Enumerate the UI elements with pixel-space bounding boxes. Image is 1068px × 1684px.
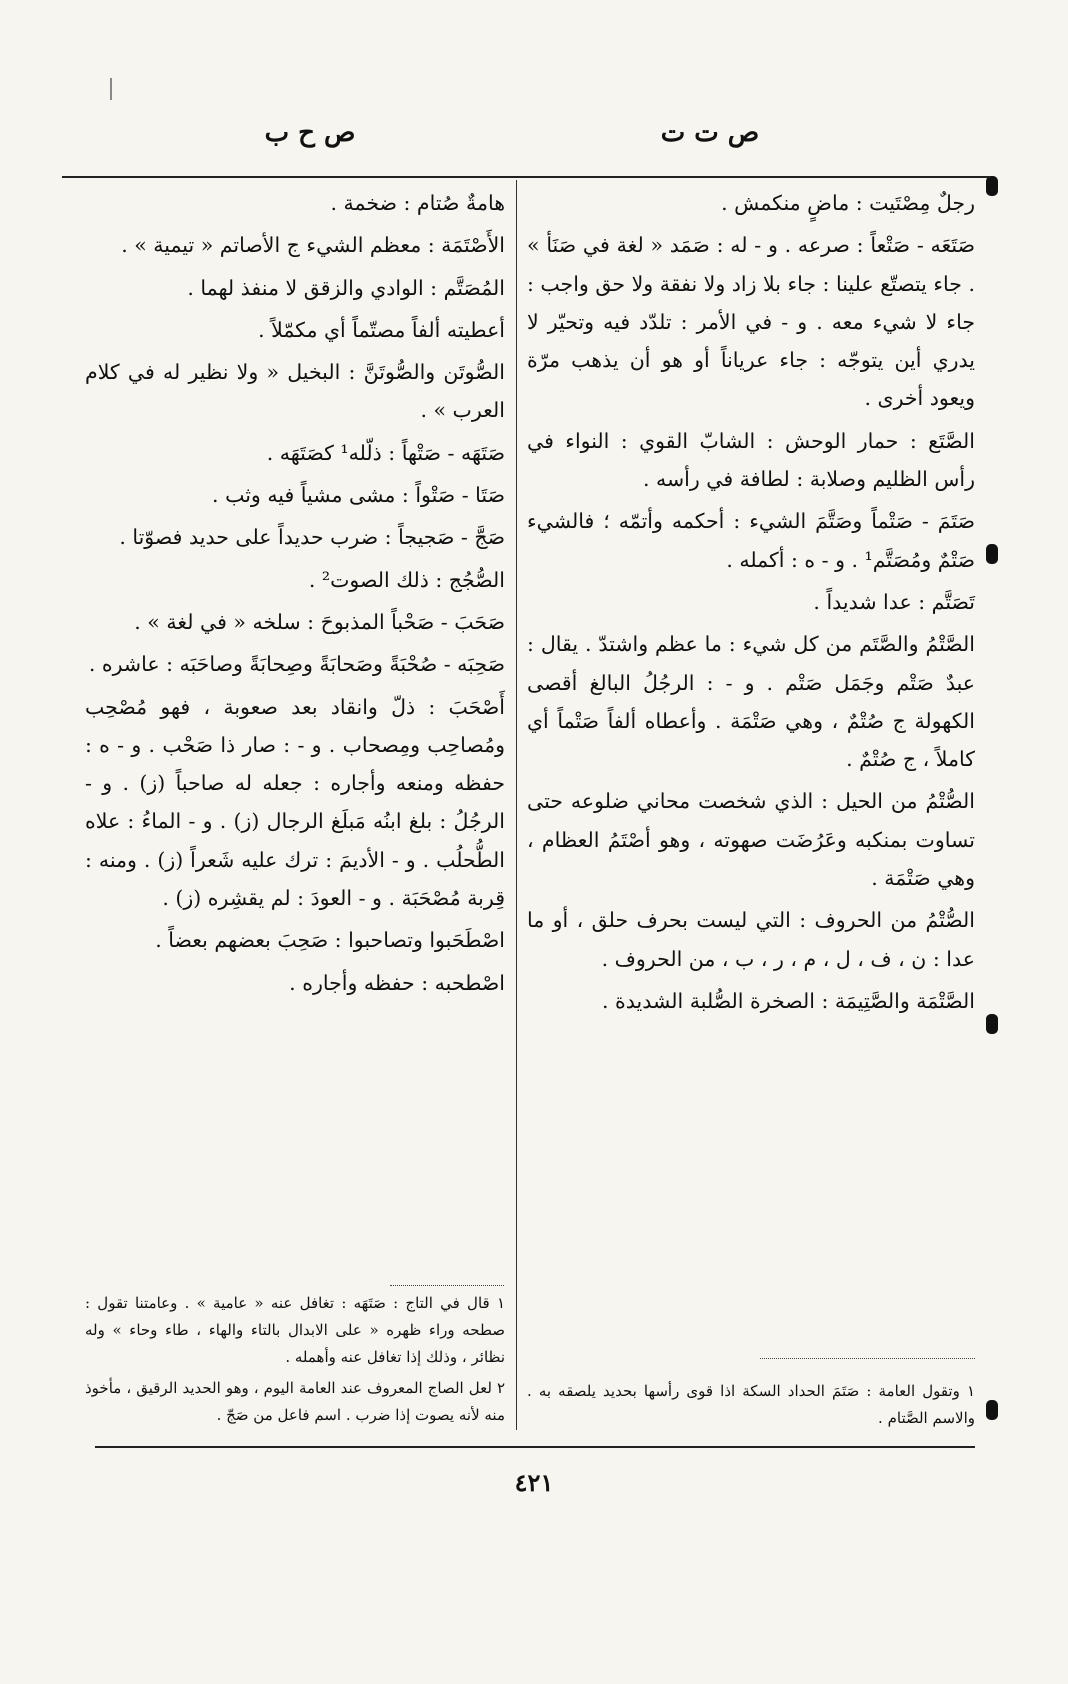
running-header-right: ص ت ت bbox=[660, 118, 760, 148]
entry: صَتَمَ - صَتْماً وصَتَّمَ الشيء : أحكمه وأتمّه ؛ فالشيء صَتْمٌ ومُصَتَّم¹ . و - ه : أكمله . bbox=[527, 509, 975, 572]
entry: صَتَهَه - صَتْهاً : ذلّله¹ كصَتَهَه . bbox=[266, 440, 505, 465]
pencil-mark bbox=[110, 78, 112, 100]
entry: اصْطحبه : حفظه وأجاره . bbox=[289, 970, 505, 995]
footnote-separator bbox=[390, 1285, 504, 1286]
footnote: ١ وتقول العامة : صَتَمَ الحداد السكة اذا قوى رأسها بحديد يلصقه به . والاسم الصَّتام . bbox=[527, 1382, 975, 1427]
entry: أعطيته ألفاً مصتّماً أي مكمّلاً . bbox=[258, 317, 505, 342]
entry: صَتَا - صَتْواً : مشى مشياً فيه وثب . bbox=[212, 483, 505, 508]
entry: الصَّتْمَة والصَّتِيمَة : الصخرة الصُّلبة الشديدة . bbox=[602, 988, 975, 1013]
footnote: ١ قال في التاج : صَتَهَه : تغافل عنه « عامية » . وعامتنا تقول : صطحه وراء ظهره « على الابدال بالتاء والهاء ، طاء وحاء » وله نظائر ، وذلك إذا تغافل عنه وأهمله . bbox=[85, 1294, 505, 1366]
entry: أَصْحَبَ : ذلّ وانقاد بعد صعوبة ، فهو مُصْحِب ومُصاحِب ومِصحاب . و - : صار ذا صَحْب . و - ه : حفظه ومنعه وأجاره : جعله له صاحباً (ز) . و - الرجُلُ : بلغ ابنُه مَبلَغ الرجال (ز) . و - الماءُ : علاه الطُّحلُب . و - الأديمَ : ترك عليه شَعراً (ز) . ومنه : قِربة مُصْحَبَة . و - العودَ : لم يقشِره (ز) . bbox=[85, 694, 505, 911]
entry: اصْطَحَبوا وتصاحبوا : صَحِبَ بعضهم بعضاً . bbox=[155, 928, 505, 953]
entry: هامةٌ صُتام : ضخمة . bbox=[330, 191, 505, 215]
footnotes-right bbox=[527, 1378, 975, 1436]
entry: الصَّتَع : حمار الوحش : الشابّ القوي : النواء في رأس الظليم وصلابة : لطافة في رأسه . bbox=[527, 428, 975, 492]
right-column bbox=[527, 184, 975, 1024]
entry: رجلٌ مِصْتَيت : ماضٍ منكمش . bbox=[721, 191, 975, 215]
scan-blot bbox=[986, 1014, 998, 1034]
entry: الصُّوتَن والصُّوتَنَّ : البخيل « ولا نظير له في كلام العرب » . bbox=[85, 360, 505, 423]
entry: الصُّتْمُ من الحروف : التي ليست بحرف حلق ، أو ما عدا : ن ، ف ، ل ، م ، ر ، ب ، من الحروف . bbox=[527, 908, 975, 971]
footer-rule bbox=[95, 1446, 975, 1448]
header-rule bbox=[62, 176, 990, 178]
entry: الصَّتْمُ والصَّتَم من كل شيء : ما عظم واشتدّ . يقال : عبدٌ صَتْم وجَمَل صَتْم . و - : الرجُلُ البالغ أقصى الكهولة ج صُتْمٌ ، وهي صَتْمَة . وأعطاه ألفاً صَتْماً أي كاملاً ، ج صُتْمٌ . bbox=[527, 632, 975, 772]
entry: الصُّجُج : ذلك الصوت² . bbox=[308, 567, 505, 592]
running-header-left: ص ح ب bbox=[264, 118, 356, 148]
scan-blot bbox=[986, 176, 998, 196]
entry: صَحَبَ - صَحْباً المذبوحَ : سلخه « في لغة » . bbox=[134, 609, 505, 634]
entry: صَجَّ - صَجيجاً : ضرب حديداً على حديد فصوّتا . bbox=[119, 525, 505, 550]
page-number: ٤٢١ bbox=[514, 1468, 554, 1497]
entry: صَحِبَه - صُحْبَةً وصَحابَةً وصِحابَةً وصاحَبَه : عاشره . bbox=[88, 652, 505, 677]
entry: الصُّتْمُ من الحيل : الذي شخصت محاني ضلوعه حتى تساوت بمنكبه وعَرُضَت صهوته ، وهو أصْتَمُ العظام ، وهي صَتْمَة . bbox=[527, 789, 975, 891]
column-divider bbox=[516, 180, 517, 1430]
entry: المُصَتَّم : الوادي والزقق لا منفذ لهما . bbox=[187, 275, 505, 300]
entry: تَصَتَّم : عدا شديداً . bbox=[813, 589, 975, 614]
entry: صَتَعَه - صَتْعاً : صرعه . و - له : صَمَد « لغة في صَنَأ » . جاء يتصتّع علينا : جاء بلا زاد ولا نفقة ولا حق واجب : جاء لا شيء معه . و - في الأمر : تلدّد فيه وتحيّر لا يدري أين يتوجّه : جاء عرياناً أو هو أن يذهب مرّة ويعود أخرى . bbox=[526, 233, 975, 411]
scan-blot bbox=[986, 544, 998, 564]
footnote-separator bbox=[760, 1358, 975, 1359]
footnote: ٢ لعل الصاج المعروف عند العامة اليوم ، وهو الحديد الرقيق ، مأخوذ منه لأنه يصوت إذا ضرب . اسم فاعل من صَجّ . bbox=[85, 1379, 505, 1424]
footnotes-left bbox=[85, 1290, 505, 1433]
left-column bbox=[85, 184, 505, 1006]
scan-blot bbox=[986, 1400, 998, 1420]
entry: الأَصْتَمَة : معظم الشيء ج الأصاتم « تيمية » . bbox=[121, 233, 505, 258]
